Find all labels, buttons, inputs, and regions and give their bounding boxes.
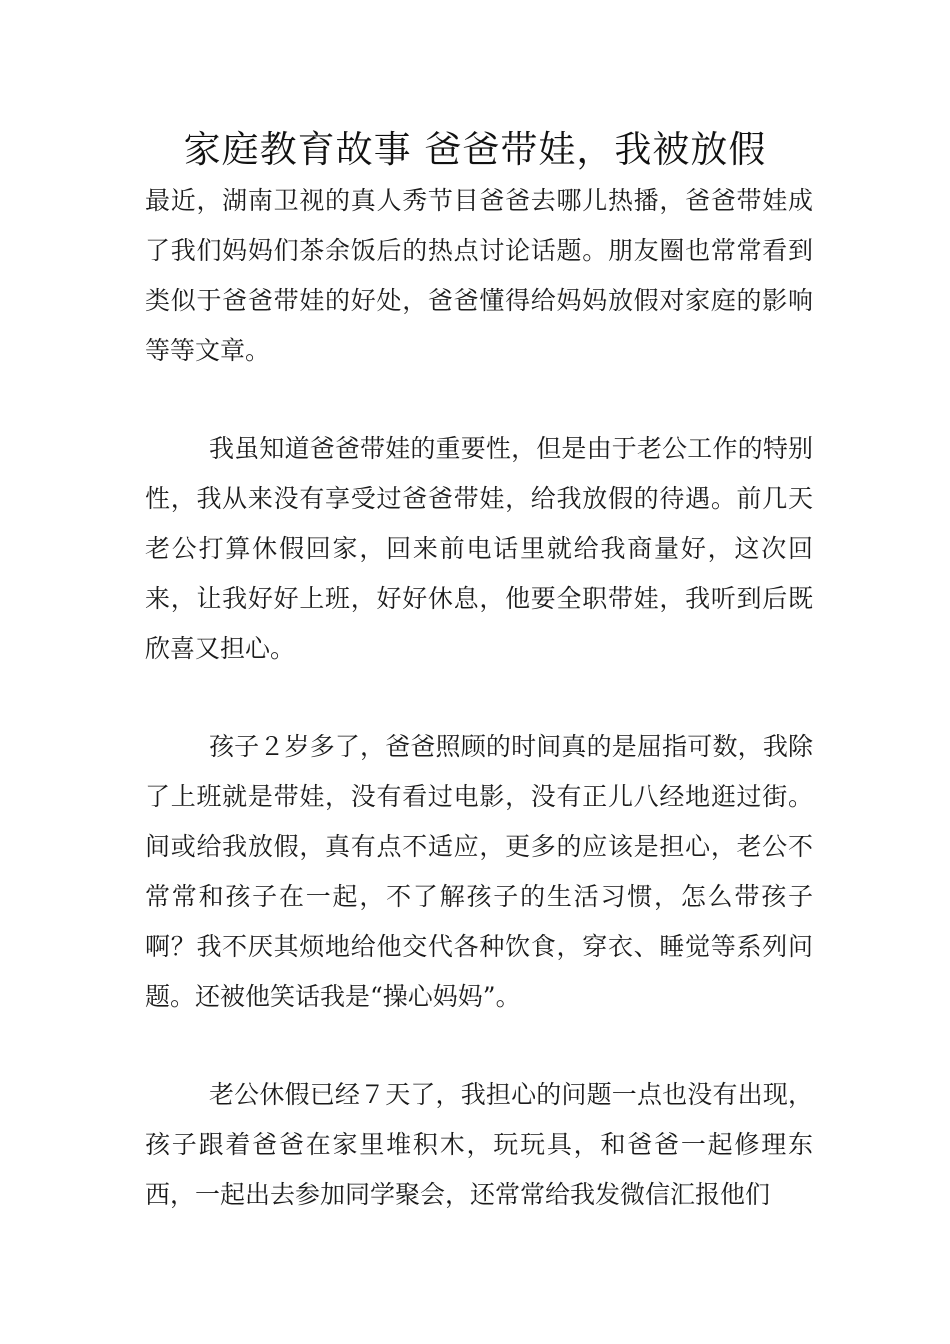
paragraph-1: 最近，湖南卫视的真人秀节目爸爸去哪儿热播，爸爸带娃成了我们妈妈们茶余饭后的热点讨论话题。朋友圈也常常看到类似于爸爸带娃的好处，爸爸懂得给妈妈放假对家庭的影响等等文章。 bbox=[145, 186, 813, 365]
paragraph-3: 孩子２岁多了，爸爸照顾的时间真的是屈指可数，我除了上班就是带娃，没有看过电影，没有正儿八经地逛过街。间或给我放假，真有点不适应，更多的应该是担心，老公不常常和孩子在一起，不了解孩子的生活习惯，怎么带孩子啊？我不厌其烦地给他交代各种饮食，穿衣、睡觉等系列问题。还被他笑话我是“操心妈妈”。 bbox=[145, 732, 813, 1011]
document-title: 家庭教育故事 爸爸带娃，我被放假 bbox=[183, 128, 767, 171]
paragraph-2: 我虽知道爸爸带娃的重要性，但是由于老公工作的特别性，我从来没有享受过爸爸带娃，给我放假的待遇。前几天老公打算休假回家，回来前电话里就给我商量好，这次回来，让我好好上班，好好休息，他要全职带娃，我听到后既欣喜又担心。 bbox=[145, 434, 813, 663]
paragraph-4: 老公休假已经７天了，我担心的问题一点也没有出现，孩子跟着爸爸在家里堆积木，玩玩具，和爸爸一起修理东西，一起出去参加同学聚会，还常常给我发微信汇报他们 bbox=[145, 1080, 813, 1209]
